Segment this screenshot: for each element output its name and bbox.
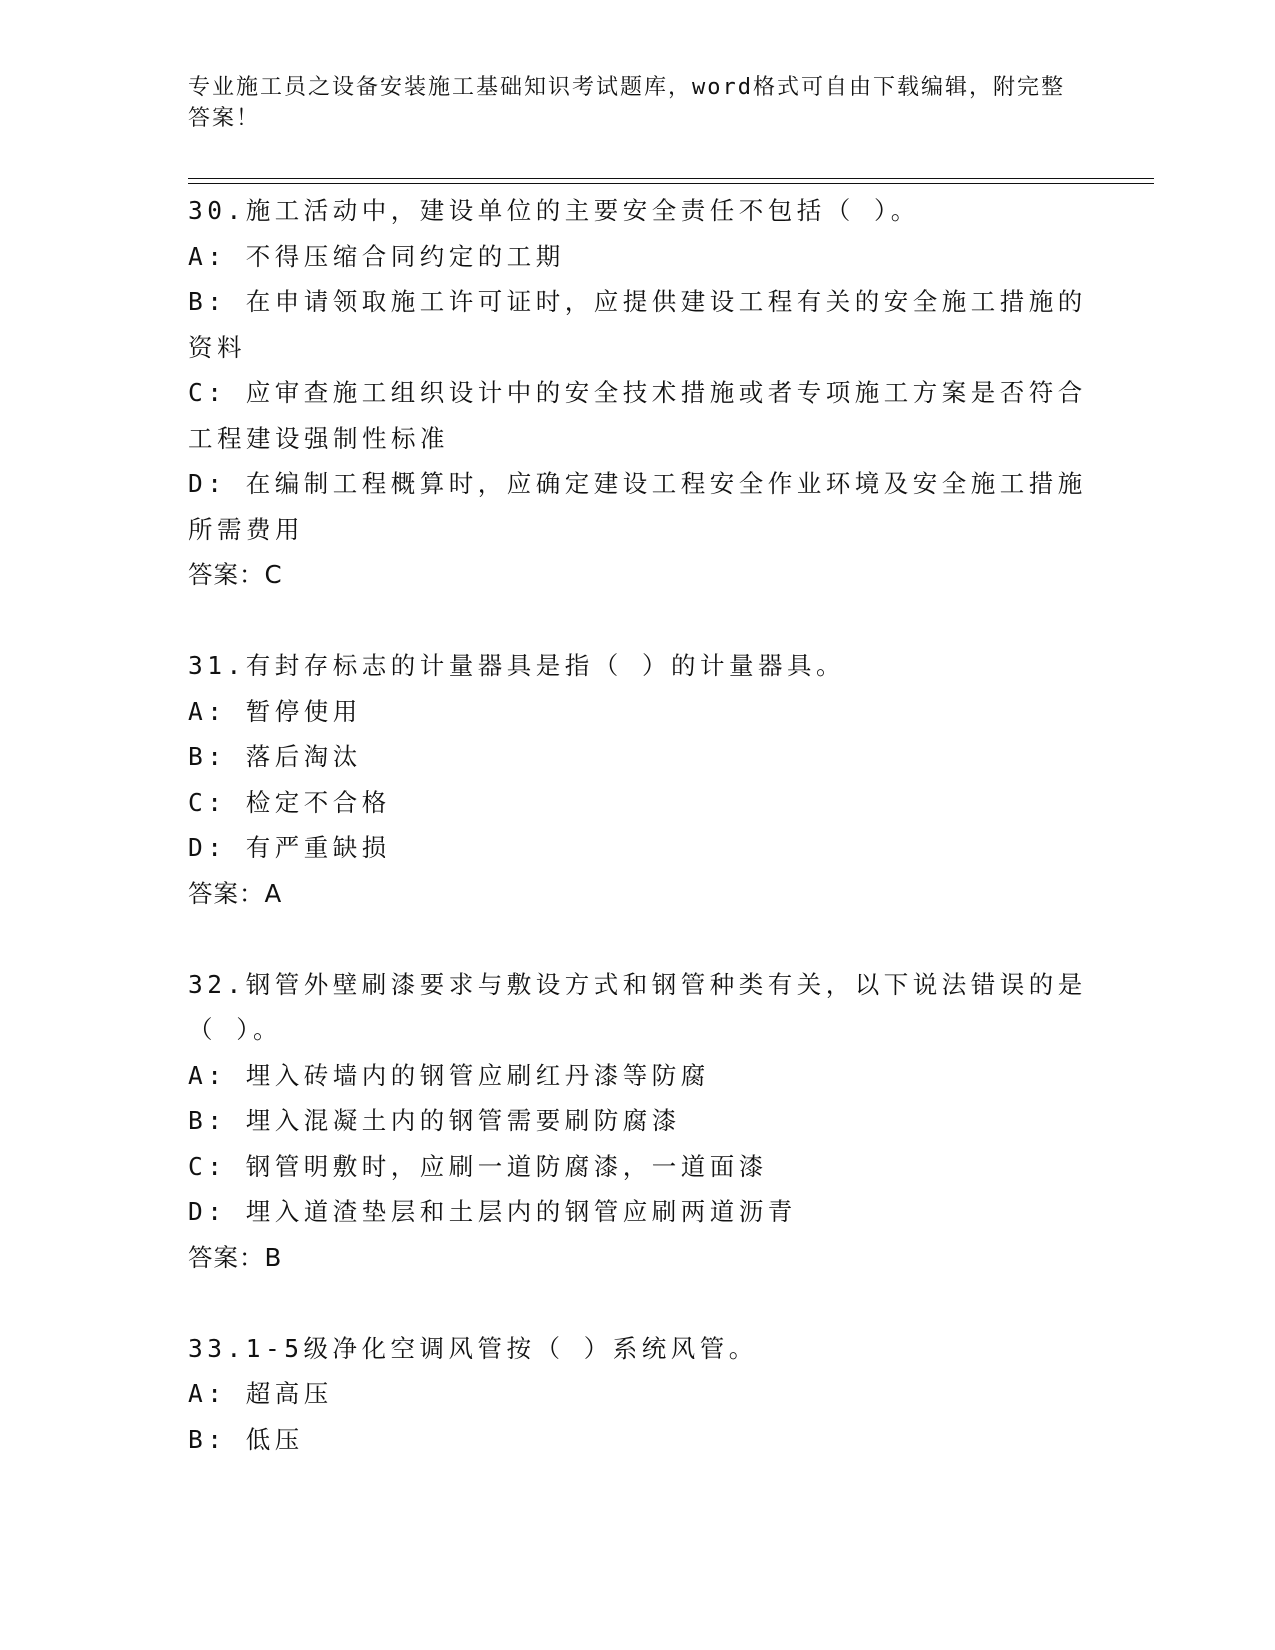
document-intro: 专业施工员之设备安装施工基础知识考试题库，word格式可自由下载编辑，附完整答案！: [188, 75, 1065, 131]
option-b: B: 落后淘汰: [188, 742, 362, 771]
question-30: [188, 188, 1088, 598]
option-a: A: 埋入砖墙内的钢管应刷红丹漆等防腐: [188, 1060, 710, 1090]
option-a: A: 不得压缩合同约定的工期: [188, 241, 565, 271]
option-a: A: 超高压: [188, 1379, 333, 1408]
question-stem: 33.1-5级净化空调风管按（ ）系统风管。: [188, 1333, 758, 1363]
option-d: D: 有严重缺损: [188, 833, 391, 862]
question-list: [188, 188, 1088, 1462]
option-c: C: 检定不合格: [188, 787, 391, 817]
question-stem: 31.有封存标志的计量器具是指（ ）的计量器具。: [188, 651, 845, 680]
question-32: [188, 962, 1088, 1281]
option-c: C: 应审查施工组织设计中的安全技术措施或者专项施工方案是否符合工程建设强制性标准: [188, 378, 1087, 453]
header-divider-bottom: [188, 183, 1154, 184]
question-stem: 30.施工活动中，建设单位的主要安全责任不包括（ ）。: [188, 196, 920, 225]
option-b: B: 在申请领取施工许可证时，应提供建设工程有关的安全施工措施的资料: [188, 287, 1087, 362]
option-a: A: 暂停使用: [188, 696, 362, 726]
option-b: B: 低压: [188, 1424, 304, 1454]
header-divider-top: [188, 178, 1154, 179]
option-c: C: 钢管明敷时，应刷一道防腐漆，一道面漆: [188, 1151, 768, 1181]
answer: 答案：B: [188, 1242, 283, 1272]
answer: 答案：C: [188, 560, 283, 589]
option-d: D: 埋入道渣垫层和土层内的钢管应刷两道沥青: [188, 1197, 797, 1226]
question-33: [188, 1326, 1088, 1463]
question-31: [188, 643, 1088, 916]
option-d: D: 在编制工程概算时，应确定建设工程安全作业环境及安全施工措施所需费用: [188, 469, 1087, 544]
question-stem: 32.钢管外壁刷漆要求与敷设方式和钢管种类有关，以下说法错误的是（ ）。: [188, 969, 1087, 1044]
option-b: B: 埋入混凝土内的钢管需要刷防腐漆: [188, 1106, 681, 1135]
answer: 答案：A: [188, 878, 283, 908]
